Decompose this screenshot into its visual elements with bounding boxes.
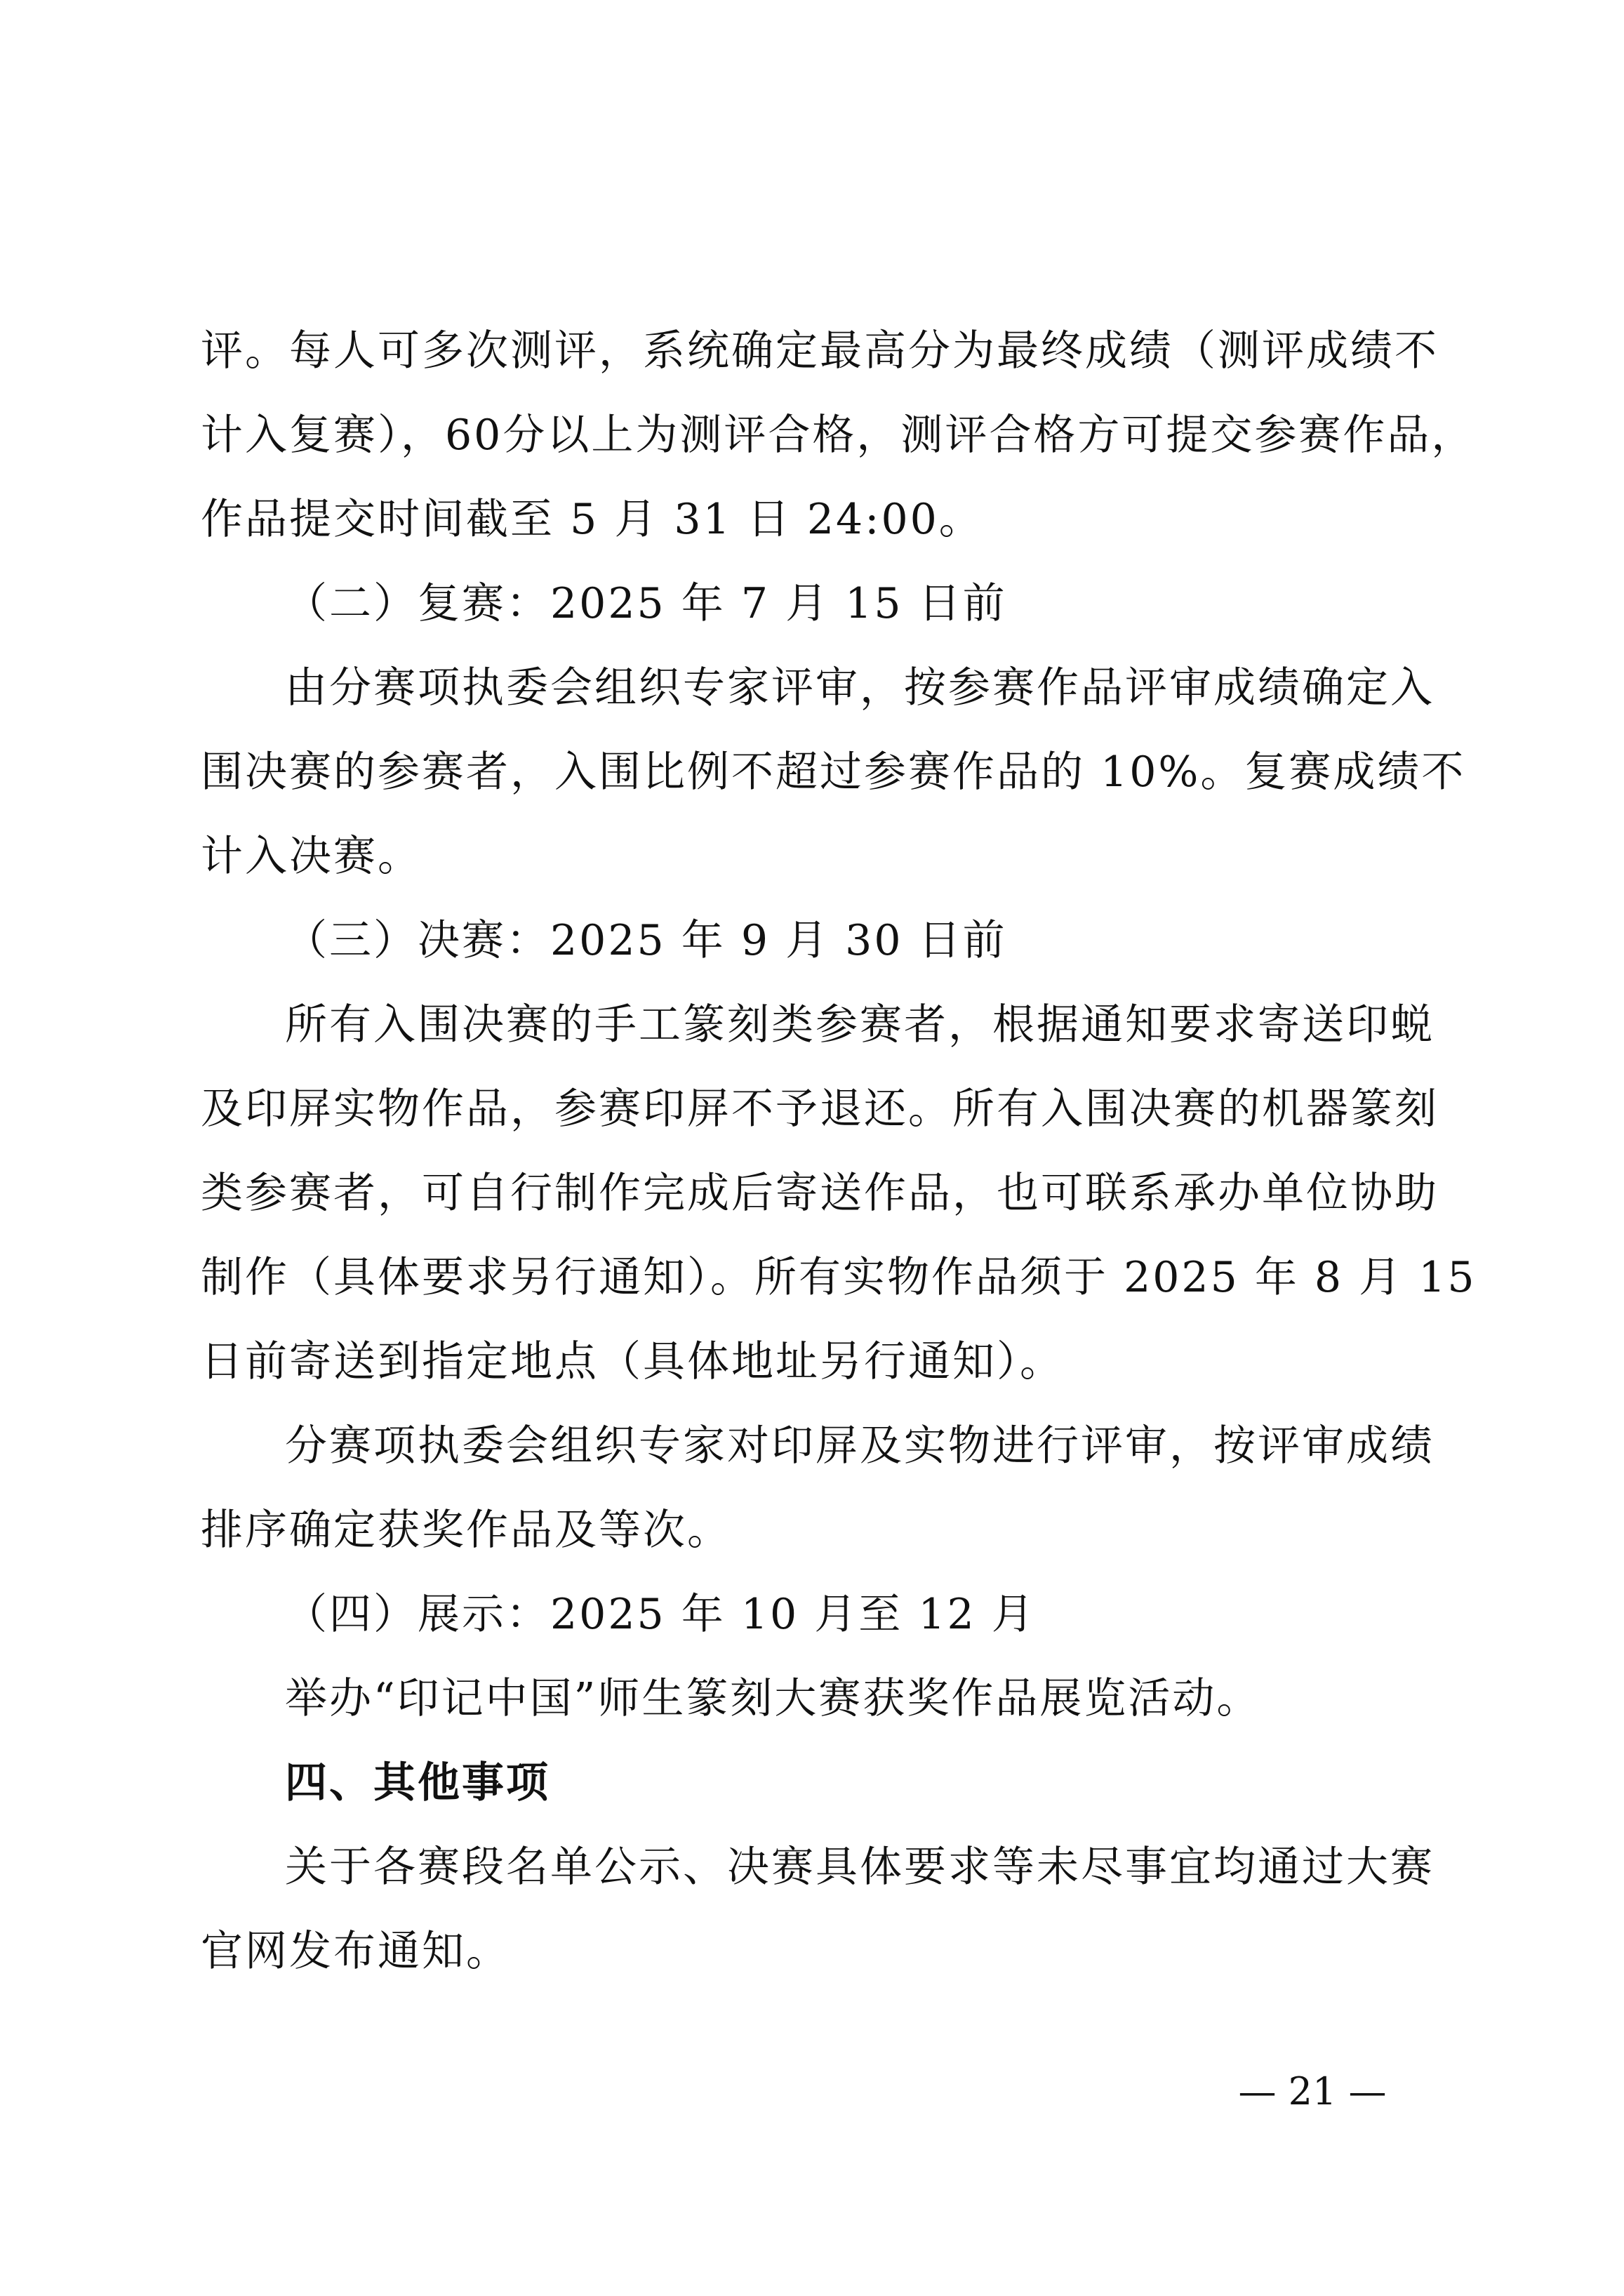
page-number: — 21 — bbox=[1238, 2069, 1387, 2113]
body-text-line: 类参赛者，可自行制作完成后寄送作品，也可联系承办单位协助 bbox=[201, 1169, 1439, 1218]
body-text-line: 制作（具体要求另行通知）。所有实物作品须于 2025 年 8 月 15 bbox=[201, 1253, 1477, 1302]
section-heading-other-matters: 四、其他事项 bbox=[285, 1758, 550, 1807]
section-heading-semifinal: （二）复赛：2025 年 7 月 15 日前 bbox=[285, 579, 1007, 628]
body-text-line: 官网发布通知。 bbox=[201, 1927, 510, 1976]
body-text-line: 关于各赛段名单公示、决赛具体要求等未尽事宜均通过大赛 bbox=[285, 1843, 1435, 1892]
body-text-line: 及印屏实物作品，参赛印屏不予退还。所有入围决赛的机器篆刻 bbox=[201, 1084, 1439, 1134]
body-text-line: 由分赛项执委会组织专家评审，按参赛作品评审成绩确定入 bbox=[285, 663, 1435, 712]
body-text-line: 评。每人可多次测评，系统确定最高分为最终成绩（测评成绩不 bbox=[201, 326, 1439, 376]
body-text-line: 举办“印记中国”师生篆刻大赛获奖作品展览活动。 bbox=[285, 1674, 1261, 1723]
body-text-line: 作品提交时间截至 5 月 31 日 24:00。 bbox=[201, 495, 983, 544]
body-text-line: 计入复赛），60分以上为测评合格，测评合格方可提交参赛作品， bbox=[201, 411, 1476, 460]
body-text-line: 计入决赛。 bbox=[201, 832, 422, 881]
body-text-line: 所有入围决赛的手工篆刻类参赛者，根据通知要求寄送印蜕 bbox=[285, 1000, 1435, 1049]
body-text-line: 日前寄送到指定地点（具体地址另行通知）。 bbox=[201, 1337, 1064, 1386]
body-text-line: 分赛项执委会组织专家对印屏及实物进行评审，按评审成绩 bbox=[285, 1421, 1435, 1471]
body-text-line: 排序确定获奖作品及等次。 bbox=[201, 1506, 731, 1555]
section-heading-final: （三）决赛：2025 年 9 月 30 日前 bbox=[285, 916, 1007, 965]
section-heading-exhibition: （四）展示：2025 年 10 月至 12 月 bbox=[285, 1590, 1036, 1639]
body-text-line: 围决赛的参赛者，入围比例不超过参赛作品的 10%。复赛成绩不 bbox=[201, 748, 1466, 797]
